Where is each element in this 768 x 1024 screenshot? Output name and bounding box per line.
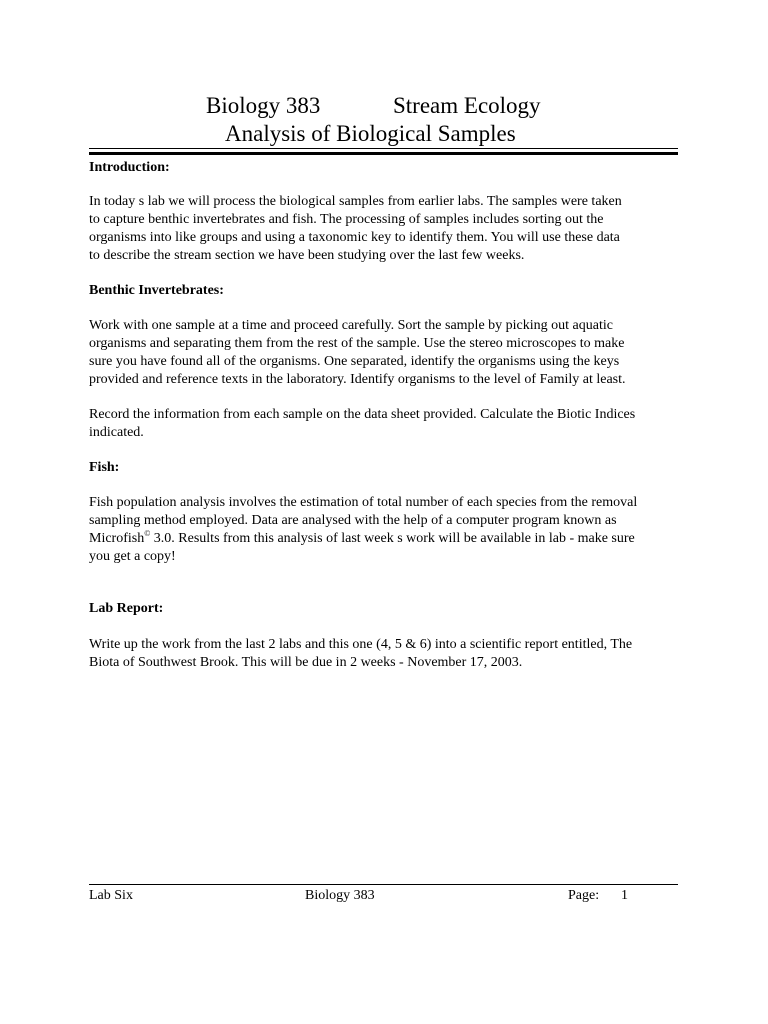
fish-line: you get a copy! xyxy=(89,549,176,564)
introduction-line: organisms into like groups and using a taxonomic key to identify them. You will use these data xyxy=(89,230,620,245)
benthic-line: organisms and separating them from the rest of the sample. Use the stereo microscopes to make xyxy=(89,336,625,351)
fish-line: sampling method employed. Data are analysed with the help of a computer program known as xyxy=(89,513,617,528)
benthic-paragraph-1 xyxy=(89,317,689,389)
title-rule-thick xyxy=(89,152,678,155)
benthic-line: sure you have found all of the organisms. One separated, identify the organisms using the keys xyxy=(89,354,620,369)
introduction-line: to describe the stream section we have been studying over the last few weeks. xyxy=(89,248,525,263)
lab-report-heading: Lab Report: xyxy=(89,601,164,616)
footer-page-number: 1 xyxy=(621,888,628,903)
introduction-line: to capture benthic invertebrates and fish. The processing of samples includes sorting out the xyxy=(89,212,604,227)
fish-line: Fish population analysis involves the estimation of total number of each species from the removal xyxy=(89,495,638,510)
title-rule-thin xyxy=(89,148,678,149)
footer-rule xyxy=(89,884,678,885)
title-course: Biology 383 xyxy=(206,93,321,118)
footer-page-label: Page: xyxy=(568,888,600,903)
title-analysis: Analysis of Biological Samples xyxy=(225,121,516,146)
lab-report-paragraph xyxy=(89,636,689,672)
benthic-line: Record the information from each sample on the data sheet provided. Calculate the Biotic Indices xyxy=(89,407,636,422)
lab-report-line: Biota of Southwest Brook. This will be due in 2 weeks - November 17, 2003. xyxy=(89,655,523,670)
fish-line-rest: 3.0. Results from this analysis of last week s work will be available in lab - make sure xyxy=(150,531,635,546)
footer-lab-number: Lab Six xyxy=(89,888,133,903)
title-subject: Stream Ecology xyxy=(393,93,541,118)
benthic-line: indicated. xyxy=(89,425,144,440)
benthic-paragraph-2 xyxy=(89,406,689,442)
fish-heading: Fish: xyxy=(89,460,120,475)
copyright-mark: © xyxy=(144,529,151,538)
benthic-heading: Benthic Invertebrates: xyxy=(89,283,224,298)
fish-paragraph xyxy=(89,494,689,566)
lab-report-line: Write up the work from the last 2 labs and this one (4, 5 & 6) into a scientific report entitled, The xyxy=(89,637,633,652)
fish-line xyxy=(89,530,689,548)
footer-course: Biology 383 xyxy=(305,888,375,903)
introduction-heading: Introduction: xyxy=(89,160,170,175)
benthic-line: provided and reference texts in the laboratory. Identify organisms to the level of Family at least. xyxy=(89,372,626,387)
introduction-line: In today s lab we will process the biological samples from earlier labs. The samples were taken xyxy=(89,194,622,209)
microfish-name: Microfish xyxy=(89,531,145,546)
benthic-line: Work with one sample at a time and proceed carefully. Sort the sample by picking out aquatic xyxy=(89,318,613,333)
introduction-paragraph xyxy=(89,193,689,265)
